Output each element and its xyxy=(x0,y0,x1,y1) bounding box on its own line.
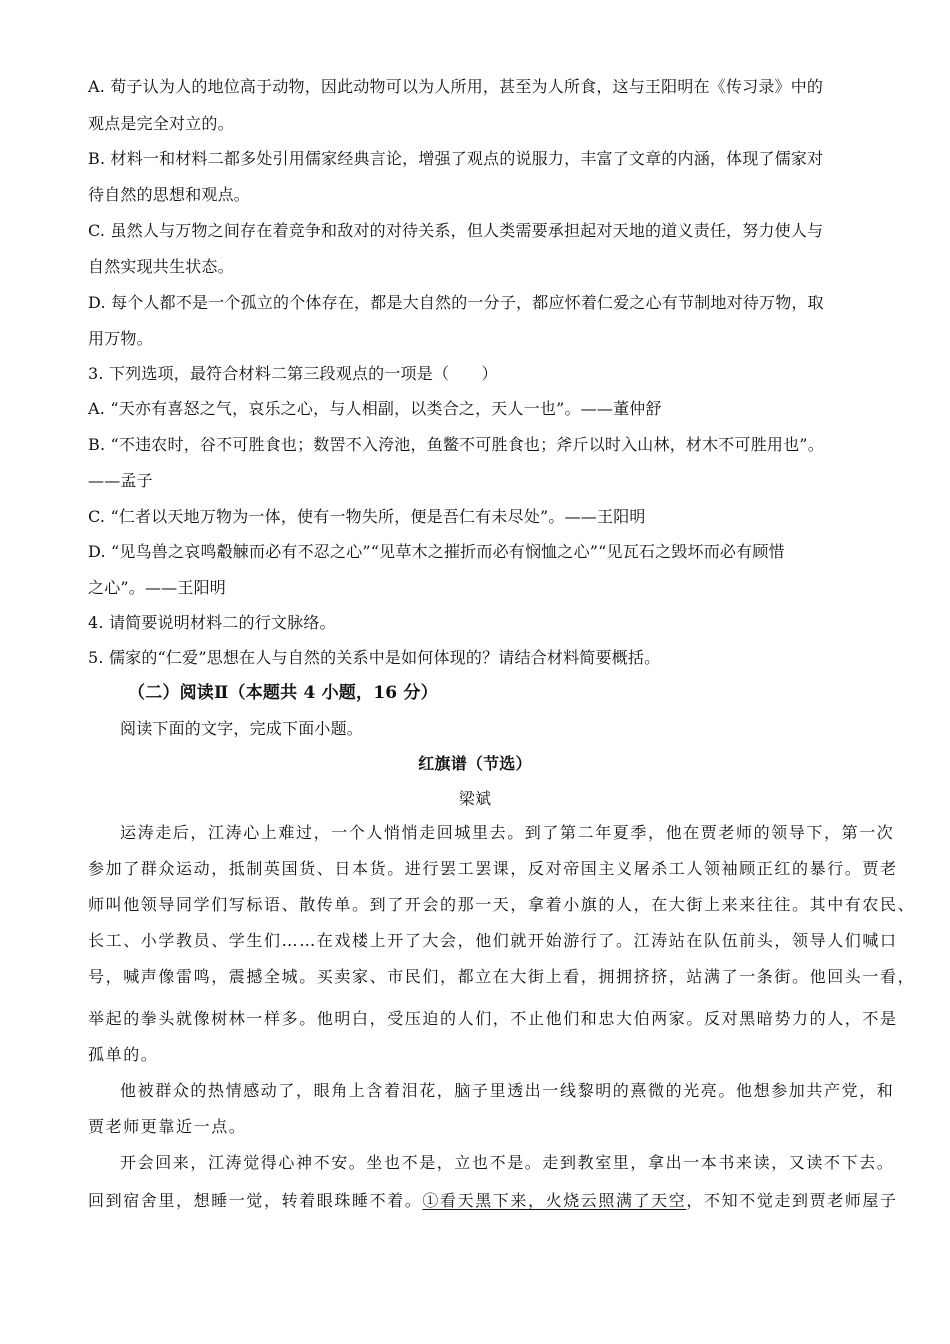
story-author: 梁斌 xyxy=(458,789,492,808)
p2-line2: 贾老师更靠近一点。 xyxy=(88,1117,247,1136)
p1-line5: 号，喊声像雷鸣，震撼全城。买卖家、市民们，都立在大街上看，拥拥挤挤，站满了一条街。他回头一看， xyxy=(88,967,916,986)
q3-option-b-line1: B. “不违农时，谷不可胜食也；数罟不入洿池，鱼鳖不可胜食也；斧斤以时入山林，材木不可胜用也”。 xyxy=(88,435,824,454)
q2-option-a-line2: 观点是完全对立的。 xyxy=(88,114,234,133)
q3-stem: 3. 下列选项，最符合材料二第三段观点的一项是（ ） xyxy=(88,364,498,383)
q3-option-a: A. “天亦有喜怒之气，哀乐之心，与人相副，以类合之，天人一也”。——董仲舒 xyxy=(88,399,662,418)
section-heading: （二）阅读Ⅱ（本题共 4 小题，16 分） xyxy=(128,683,438,703)
p1-line7: 孤单的。 xyxy=(88,1045,159,1064)
p2-line1: 他被群众的热情感动了，眼角上含着泪花，脑子里透出一线黎明的熹微的光亮。他想参加共产党，和 xyxy=(120,1081,895,1100)
p1-line3: 师叫他领导同学们写标语、散传单。到了开会的那一天，拿着小旗的人，在大街上来来往往。其中有农民、 xyxy=(88,895,916,914)
p1-line6: 举起的拳头就像树林一样多。他明白，受压迫的人们，不止他们和忠大伯两家。反对黑暗势力的人，不是 xyxy=(88,1009,898,1028)
p1-line2: 参加了群众运动，抵制英国货、日本货。进行罢工罢课，反对帝国主义屠杀工人领袖顾正红的暴行。贾老 xyxy=(88,859,898,878)
q2-option-d-line2: 用万物。 xyxy=(88,329,153,348)
instruction: 阅读下面的文字，完成下面小题。 xyxy=(120,719,364,738)
q2-option-c-line1: C. 虽然人与万物之间存在着竞争和敌对的对待关系，但人类需要承担起对天地的道义责任，努力使人与 xyxy=(88,221,824,240)
q2-option-d-line1: D. 每个人都不是一个孤立的个体存在，都是大自然的一分子，都应怀着仁爱之心有节制地对待万物，取 xyxy=(88,293,824,312)
p1-line1: 运涛走后，江涛心上难过，一个人悄悄走回城里去。到了第二年夏季，他在贾老师的领导下，第一次 xyxy=(120,823,895,842)
q2-option-b-line2: 待自然的思想和观点。 xyxy=(88,185,251,204)
q2-option-a-line1: A. 荀子认为人的地位高于动物，因此动物可以为人所用，甚至为人所食，这与王阳明在《传习录》中的 xyxy=(88,77,824,96)
story-title: 红旗谱（节选） xyxy=(418,754,532,773)
q3-option-d-line1: D. “见鸟兽之哀鸣觳觫而必有不忍之心”“见草木之摧折而必有悯恤之心”“见瓦石之毁坏而必有顾惜 xyxy=(88,542,785,561)
p3-line2-after: ，不知不觉走到贾老师屋子 xyxy=(686,1191,898,1210)
q2-option-c-line2: 自然实现共生状态。 xyxy=(88,257,234,276)
p1-line4: 长工、小学教员、学生们……在戏楼上开了大会，他们就开始游行了。江涛站在队伍前头，领导人们喊口 xyxy=(88,931,898,950)
underlined-sentence-1: ①看天黑下来，火烧云照满了天空 xyxy=(422,1191,687,1210)
p3-line2-before: 回到宿舍里，想睡一觉，转着眼珠睡不着。 xyxy=(88,1191,423,1210)
q4: 4. 请简要说明材料二的行文脉络。 xyxy=(88,613,336,632)
q5: 5. 儒家的“仁爱”思想在人与自然的关系中是如何体现的？请结合材料简要概括。 xyxy=(88,648,661,667)
q3-option-b-line2: ——孟子 xyxy=(88,471,153,490)
q3-option-d-line2: 之心”。——王阳明 xyxy=(88,578,226,597)
p3-line2 xyxy=(88,1190,898,1212)
q2-option-b-line1: B. 材料一和材料二都多处引用儒家经典言论，增强了观点的说服力，丰富了文章的内涵，体现了儒家对 xyxy=(88,149,824,168)
p3-line1: 开会回来，江涛觉得心神不安。坐也不是，立也不是。走到教室里，拿出一本书来读，又读不下去。 xyxy=(120,1153,895,1172)
q3-option-c: C. “仁者以天地万物为一体，使有一物失所，便是吾仁有未尽处”。——王阳明 xyxy=(88,507,646,526)
